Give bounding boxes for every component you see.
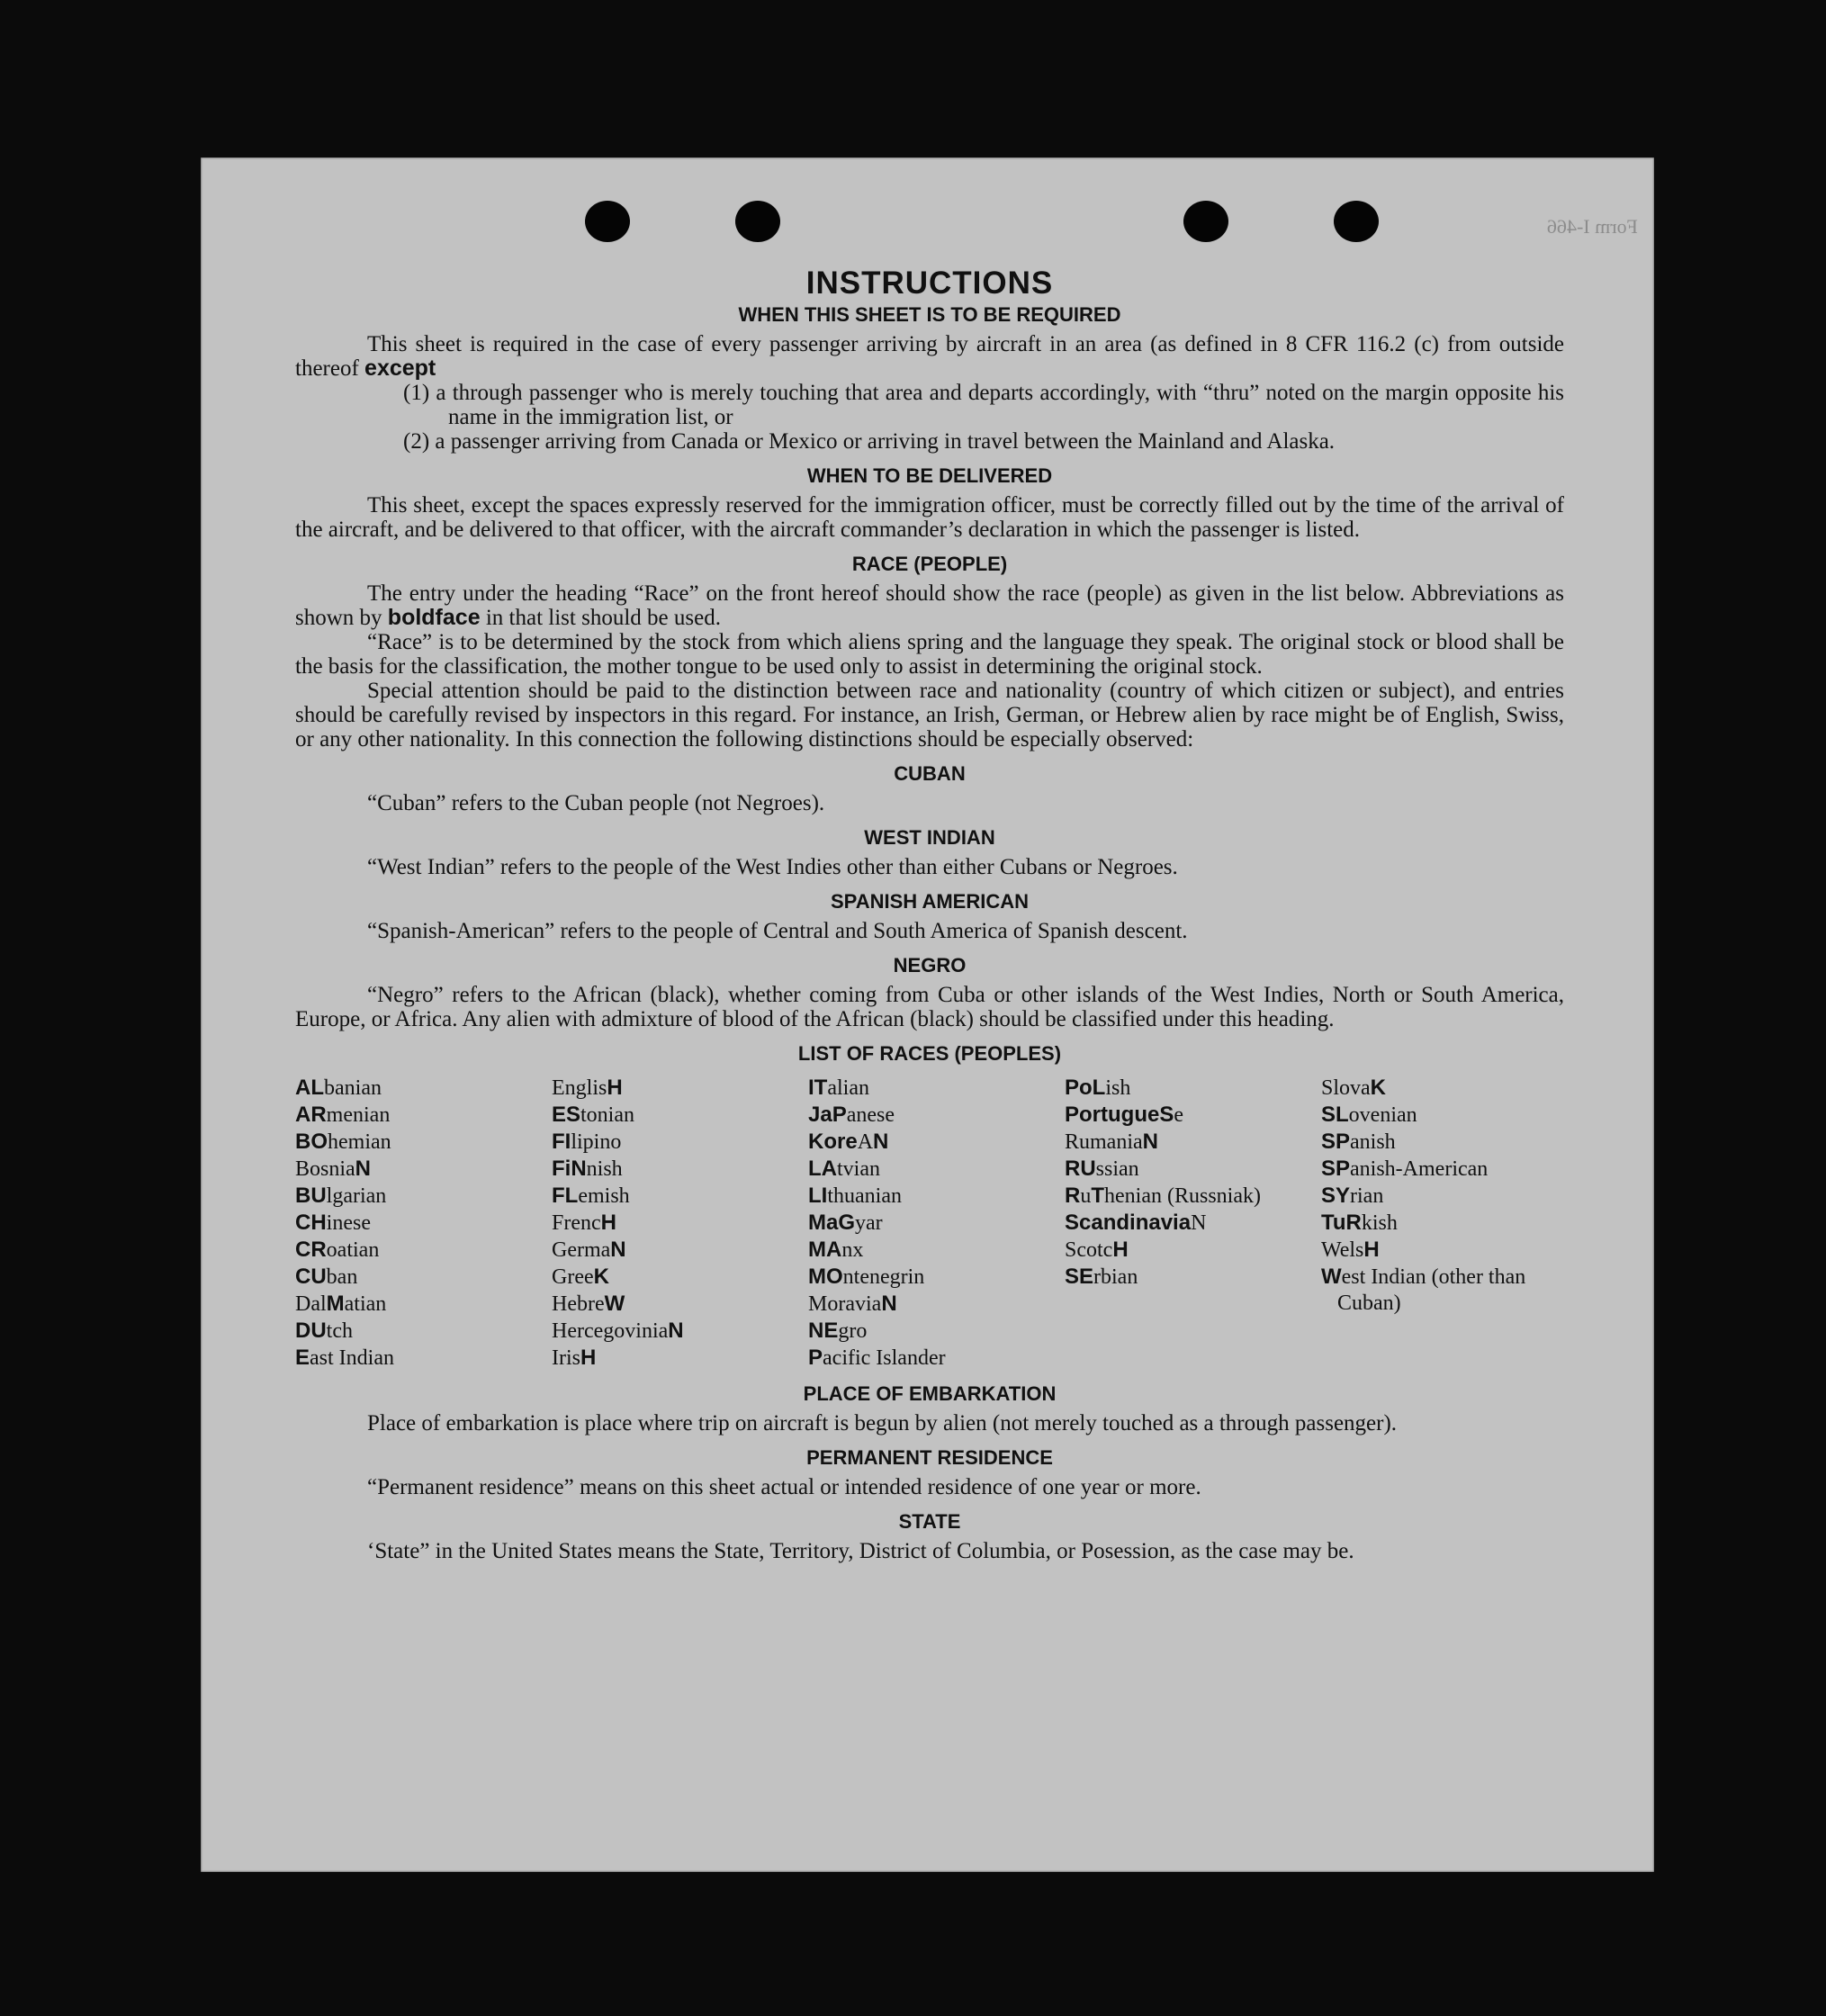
- heading-list-of-races: LIST OF RACES (PEOPLES): [797, 1042, 1062, 1065]
- required-item-2: (2) a passenger arriving from Canada or Mexico or arriving in travel between the Mainland and Alaska.: [403, 429, 1336, 454]
- race-entry: East Indian: [295, 1346, 394, 1370]
- race-entry: SYrian: [1321, 1184, 1384, 1208]
- heading-residence: PERMANENT RESIDENCE: [806, 1446, 1053, 1469]
- race-entry: FrencH: [552, 1210, 616, 1235]
- race-entry: PortugueSe: [1065, 1102, 1183, 1127]
- bleed-through-form-number: Form I-466: [1547, 215, 1638, 238]
- race-entry: RumaniaN: [1065, 1130, 1158, 1154]
- race-entry: BosniaN: [295, 1156, 372, 1181]
- races-list: [295, 1075, 1564, 1372]
- race-entry: SPanish: [1321, 1130, 1396, 1154]
- race-entry: SPanish-American: [1321, 1156, 1489, 1181]
- race-entry: SLovenian: [1321, 1102, 1417, 1127]
- race-entry: MaGyar: [808, 1210, 883, 1235]
- heading-spanish-american: SPANISH AMERICAN: [830, 890, 1029, 913]
- race-entry: MOntenegrin: [808, 1264, 925, 1289]
- race-entry: ARmenian: [295, 1102, 391, 1127]
- race-entry: CUban: [295, 1264, 358, 1289]
- race-entry: RuThenian (Russniak): [1065, 1184, 1261, 1208]
- instructions-body: [295, 266, 1564, 1563]
- race-entry: SlovaK: [1321, 1076, 1387, 1100]
- race-entry: HebreW: [552, 1292, 625, 1316]
- punch-hole: [1334, 201, 1379, 242]
- page-title: INSTRUCTIONS: [805, 266, 1054, 301]
- race-entry: SErbian: [1065, 1264, 1138, 1289]
- race-entry: HercegoviniaN: [552, 1318, 684, 1343]
- heading-cuban: CUBAN: [894, 762, 966, 785]
- race-paragraph-2: “Race” is to be determined by the stock from which aliens spring and the language they speak. The original stock or blood shall be the basis for the classification, the mother tongue to be used only to assist in determining the original stock.: [295, 630, 1564, 679]
- race-entry: CHinese: [295, 1210, 371, 1235]
- required-intro: This sheet is required in the case of every passenger arriving by aircraft in an area (as defined in 8 CFR 116.2 (c) from outside thereof except: [295, 332, 1564, 381]
- negro-text: “Negro” refers to the African (black), whether coming from Cuba or other islands of the West Indies, North or South America, Europe, or Africa. Any alien with admixture of blood of the African (black) should be classified under this heading.: [295, 983, 1564, 1031]
- race-entry: KoreAN: [808, 1130, 889, 1154]
- race-entry: GermaN: [552, 1238, 626, 1262]
- race-entry: ITalian: [808, 1076, 869, 1100]
- race-entry: FIlipino: [552, 1130, 622, 1154]
- heading-required: WHEN THIS SHEET IS TO BE REQUIRED: [738, 303, 1121, 326]
- race-entry: MAnx: [808, 1238, 864, 1262]
- race-entry: MoraviaN: [808, 1292, 897, 1316]
- races-column: [1065, 1075, 1308, 1372]
- race-entry: EStonian: [552, 1102, 635, 1127]
- race-entry: ALbanian: [295, 1076, 382, 1100]
- heading-delivered: WHEN TO BE DELIVERED: [806, 464, 1053, 487]
- race-entry: DalMatian: [295, 1292, 387, 1316]
- required-item-1: (1) a through passenger who is merely touching that area and departs accordingly, with “thru” noted on the margin opposite his name in the immigration list, or: [403, 381, 1564, 429]
- races-column: [1321, 1075, 1564, 1372]
- race-entry: ScandinaviaN: [1065, 1210, 1207, 1235]
- race-entry: BOhemian: [295, 1130, 391, 1154]
- race-entry: GreeK: [552, 1264, 609, 1289]
- race-entry: FLemish: [552, 1184, 630, 1208]
- race-paragraph-1: The entry under the heading “Race” on the front hereof should show the race (people) as given in the list below. Abbreviations as shown by boldface in that list should be used.: [295, 581, 1564, 630]
- race-entry: EnglisH: [552, 1076, 623, 1100]
- race-entry: PoLish: [1065, 1076, 1131, 1100]
- race-entry: FiNnish: [552, 1156, 623, 1181]
- races-column: [295, 1075, 538, 1372]
- races-column: [552, 1075, 795, 1372]
- heading-negro: NEGRO: [893, 954, 967, 976]
- race-entry: TuRkish: [1321, 1210, 1398, 1235]
- race-paragraph-3: Special attention should be paid to the distinction between race and nationality (country of which citizen or subject), and entries should be carefully revised by inspectors in this regard. For instance, an Irish, German, or Hebrew alien by race might be of English, Swiss, or any other nationality. In this connection the following distinctions should be especially observed:: [295, 679, 1564, 752]
- punch-hole: [735, 201, 780, 242]
- race-entry: CRoatian: [295, 1238, 380, 1262]
- race-entry: ScotcH: [1065, 1238, 1129, 1262]
- spanish-american-text: “Spanish-American” refers to the people of Central and South America of Spanish descent.: [367, 919, 1188, 943]
- state-text: ‘State” in the United States means the State, Territory, District of Columbia, or Posession, as the case may be.: [367, 1539, 1354, 1563]
- heading-state: STATE: [898, 1510, 961, 1533]
- race-entry: JaPanese: [808, 1102, 895, 1127]
- heading-embarkation: PLACE OF EMBARKATION: [803, 1382, 1057, 1405]
- residence-text: “Permanent residence” means on this sheet actual or intended residence of one year or more.: [367, 1475, 1201, 1499]
- race-entry: BUlgarian: [295, 1184, 387, 1208]
- cuban-text: “Cuban” refers to the Cuban people (not Negroes).: [367, 791, 825, 815]
- heading-west-indian: WEST INDIAN: [864, 826, 995, 849]
- punch-hole: [585, 201, 630, 242]
- race-entry: LAtvian: [808, 1156, 880, 1181]
- races-column: [808, 1075, 1051, 1372]
- race-entry: IrisH: [552, 1346, 597, 1370]
- west-indian-text: “West Indian” refers to the people of the West Indies other than either Cubans or Negroes.: [367, 855, 1178, 879]
- race-entry: NEgro: [808, 1318, 868, 1343]
- race-entry: WelsH: [1321, 1238, 1380, 1262]
- race-entry: Pacific Islander: [808, 1346, 946, 1370]
- punch-hole: [1183, 201, 1228, 242]
- heading-race: RACE (PEOPLE): [851, 553, 1008, 575]
- race-entry: LIthuanian: [808, 1184, 902, 1208]
- embarkation-text: Place of embarkation is place where trip on aircraft is begun by alien (not merely touched as a through passenger).: [367, 1411, 1398, 1436]
- race-entry: DUtch: [295, 1318, 353, 1343]
- race-entry: RUssian: [1065, 1156, 1139, 1181]
- race-entry: West Indian (other than Cuban): [1321, 1264, 1526, 1315]
- delivered-text: This sheet, except the spaces expressly reserved for the immigration officer, must be correctly filled out by the time of the arrival of the aircraft, and be delivered to that officer, with the aircraft commander’s declaration in which the passenger is listed.: [295, 493, 1564, 542]
- document-page: [201, 158, 1654, 1872]
